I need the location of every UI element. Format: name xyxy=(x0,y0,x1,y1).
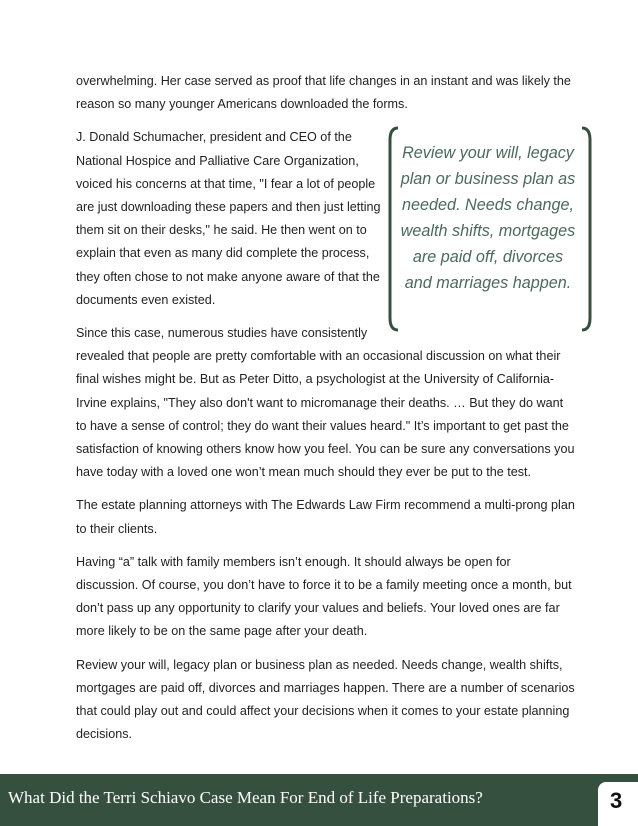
footer-title: What Did the Terri Schiavo Case Mean For End of Life Preparations? xyxy=(8,788,483,807)
page-number: 3 xyxy=(610,788,623,813)
page-number-box xyxy=(598,782,638,826)
paragraph-5: Having “a” talk with family members isn’t enough. It should always be open for discussion. Of course, you don’t have to force it to be a family meeting once a month, but don’t pass up any opportunity to clarify your values and beliefs. Your loved ones are far more likely to be on the same page after your death. xyxy=(76,554,572,639)
paragraph-3: Since this case, numerous studies have consistently revealed that people are pretty comfortable with an occasional discussion on what their final wishes might be. But as Peter Ditto, a psychologist at the University of California-Irvine explains, "They also don't want to micromanage their deaths. … But they do want to have a sense of control; they do want their values heard." It’s important to get past the satisfaction of knowing others know how you feel. You can be sure any conversations you have today with a loved one won’t mean much should they ever be put to the test. xyxy=(76,326,575,480)
paragraph-6: Review your will, legacy plan or business plan as needed. Needs change, wealth shifts, mortgages are paid off, divorces and marriages happen. There are a number of scenarios that could play out and could affect your decisions when it comes to your estate planning decisions. xyxy=(76,657,575,742)
paragraph-2-text: J. Donald Schumacher, president and CEO of the National Hospice and Palliative Care Organization, voiced his concerns at that time, "I fear a lot of people are just downloading these papers and then just letting them sit on their desks," he said. He then went on to explain that even as many did complete the process, they often chose to not make anyone aware of that the documents even existed. xyxy=(76,130,381,307)
pull-quote xyxy=(390,126,586,332)
paragraph-1: overwhelming. Her case served as proof that life changes in an instant and was likely the reason so many younger Americans downloaded the forms. xyxy=(76,74,571,112)
article-body xyxy=(76,70,576,756)
right-bracket-icon xyxy=(580,126,596,332)
paragraph-2 xyxy=(76,126,576,312)
footer-bar xyxy=(0,774,638,826)
paragraph-4: The estate planning attorneys with The Edwards Law Firm recommend a multi-prong plan to their clients. xyxy=(76,498,575,536)
left-bracket-icon xyxy=(384,126,400,332)
pull-quote-text: Review your will, legacy plan or business plan as needed. Needs change, wealth shifts, mortgages are paid off, divorces and marriages happen. xyxy=(400,144,576,293)
